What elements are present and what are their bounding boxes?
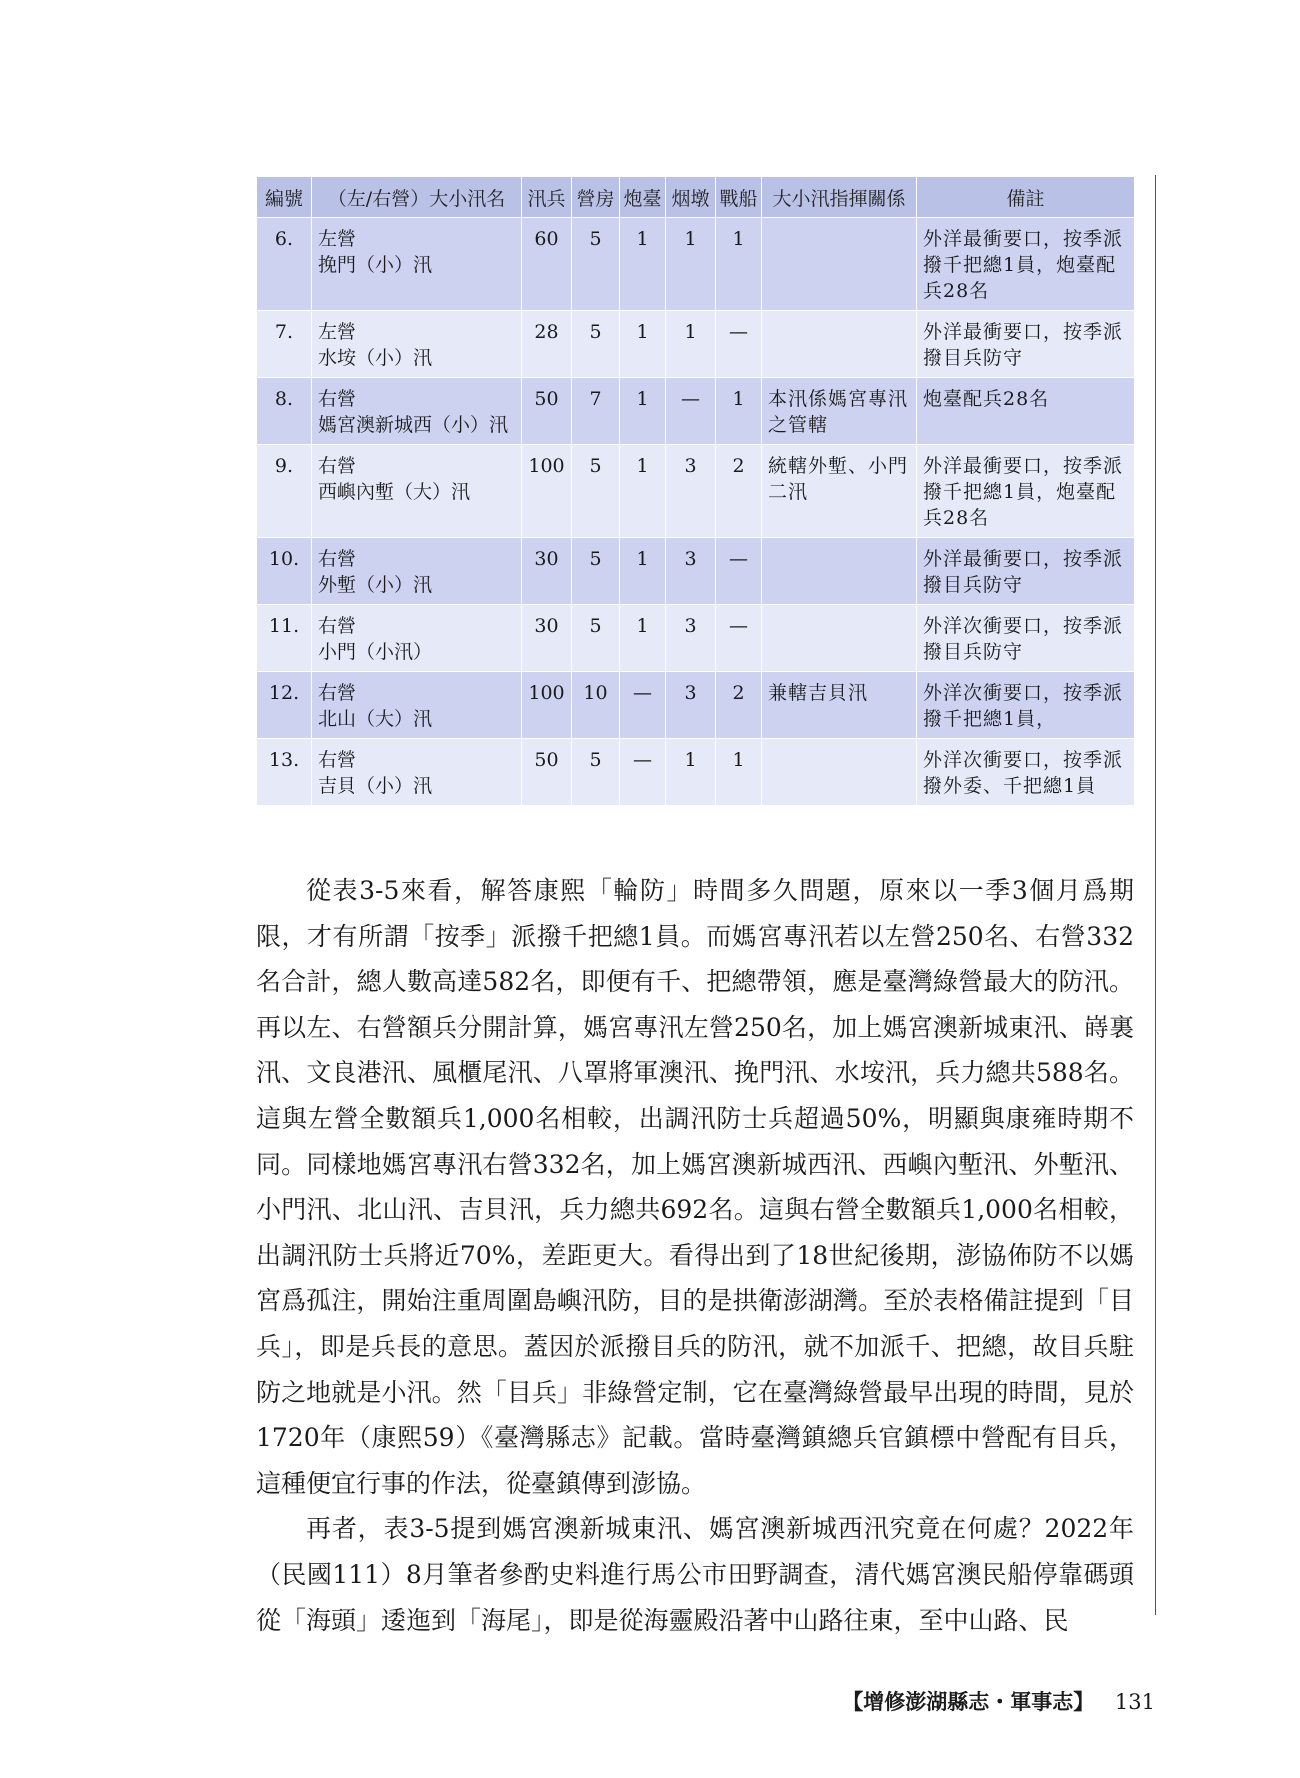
beacons-cell: 3 [666,672,716,739]
garrison-name-cell [312,672,522,739]
camp-label: 右營 [318,749,357,771]
command-cell [762,605,917,672]
column-header: 編號 [257,177,312,218]
note-cell: 外洋次衝要口，按季派撥千把總1員， [917,672,1135,739]
garrison-name-cell [312,311,522,378]
table-header [257,177,1135,218]
row-number: 10. [257,538,312,605]
table-row [257,739,1135,806]
book-title: 【增修澎湖縣志・軍事志】 [842,1689,1095,1714]
forts-cell: 1 [620,378,666,445]
note-cell: 炮臺配兵28名 [917,378,1135,445]
column-header: 戰船 [716,177,762,218]
row-number: 7. [257,311,312,378]
command-cell [762,218,917,311]
table-row [257,311,1135,378]
forts-cell: 1 [620,605,666,672]
body-text [256,868,1134,1643]
ships-cell: 2 [716,672,762,739]
page-number: 131 [1114,1690,1155,1714]
barracks-cell: 10 [572,672,620,739]
garrison-name-cell [312,218,522,311]
column-header: 汛兵 [522,177,572,218]
paragraph: 從表3-5來看，解答康熙「輪防」時間多久問題，原來以一季3個月爲期限，才有所謂「按季」派撥千把總1員。而媽宮專汛若以左營250名、右營332名合計，總人數高達582名，即便有千、把總帶領，應是臺灣綠營最大的防汛。再以左、右營額兵分開計算，媽宮專汛左營250名，加上媽宮澳新城東汛、嵵裏汛、文良港汛、風櫃尾汛、八罩將軍澳汛、挽門汛、水垵汛，兵力總共588名。這與左營全數額兵1,000名相較，出調汛防士兵超過50%，明顯與康雍時期不同。同樣地媽宮專汛右營332名，加上媽宮澳新城西汛、西嶼內塹汛、外塹汛、小門汛、北山汛、吉貝汛，兵力總共692名。這與右營全數額兵1,000名相較，出調汛防士兵將近70%，差距更大。看得出到了18世紀後期，澎協佈防不以媽宮爲孤注，開始注重周圍島嶼汛防，目的是拱衛澎湖灣。至於表格備註提到「目兵」，即是兵長的意思。蓋因於派撥目兵的防汛，就不加派千、把總，故目兵駐防之地就是小汛。然「目兵」非綠營定制，它在臺灣綠營最早出現的時間，見於1720年（康熙59）《臺灣縣志》記載。當時臺灣鎮總兵官鎮標中營配有目兵，這種便宜行事的作法，從臺鎮傳到澎協。 [256,876,1134,1498]
garrison-name: 西嶼內塹（大）汛 [318,481,471,503]
note-cell: 外洋最衝要口，按季派撥目兵防守 [917,311,1135,378]
row-number: 9. [257,445,312,538]
page-footer [842,1686,1155,1716]
barracks-cell: 5 [572,445,620,538]
beacons-cell: 1 [666,739,716,806]
ships-cell: 1 [716,218,762,311]
barracks-cell: 5 [572,311,620,378]
beacons-cell: 1 [666,218,716,311]
ships-cell: 1 [716,739,762,806]
table-row [257,605,1135,672]
garrison-name: 媽宮澳新城西（小）汛 [318,414,509,436]
soldiers-cell: 60 [522,218,572,311]
garrison-name: 吉貝（小）汛 [318,775,433,797]
command-cell: 兼轄吉貝汛 [762,672,917,739]
table-row [257,445,1135,538]
beacons-cell: 3 [666,445,716,538]
column-header: 營房 [572,177,620,218]
column-header: （左/右營）大小汛名 [312,177,522,218]
beacons-cell: 3 [666,538,716,605]
camp-label: 左營 [318,321,357,343]
column-header: 炮臺 [620,177,666,218]
forts-cell: — [620,739,666,806]
barracks-cell: 5 [572,739,620,806]
ships-cell: 2 [716,445,762,538]
soldiers-cell: 100 [522,672,572,739]
beacons-cell: 1 [666,311,716,378]
command-cell [762,739,917,806]
forts-cell: 1 [620,218,666,311]
camp-label: 右營 [318,548,357,570]
table-row [257,672,1135,739]
garrison-name: 外塹（小）汛 [318,574,433,596]
camp-label: 右營 [318,455,357,477]
ships-cell: 1 [716,378,762,445]
soldiers-cell: 28 [522,311,572,378]
garrison-name-cell [312,739,522,806]
note-cell: 外洋次衝要口，按季派撥目兵防守 [917,605,1135,672]
soldiers-cell: 30 [522,605,572,672]
barracks-cell: 5 [572,218,620,311]
forts-cell: — [620,672,666,739]
command-cell [762,311,917,378]
row-number: 12. [257,672,312,739]
note-cell: 外洋最衝要口，按季派撥千把總1員，炮臺配兵28名 [917,218,1135,311]
row-number: 11. [257,605,312,672]
margin-rule [1155,175,1156,1615]
barracks-cell: 5 [572,538,620,605]
soldiers-cell: 50 [522,378,572,445]
row-number: 13. [257,739,312,806]
note-cell: 外洋次衝要口，按季派撥外委、千把總1員 [917,739,1135,806]
barracks-cell: 7 [572,378,620,445]
paragraph: 再者，表3-5提到媽宮澳新城東汛、媽宮澳新城西汛究竟在何處？2022年（民國111）8月筆者參酌史料進行馬公市田野調查，清代媽宮澳民船停靠碼頭從「海頭」逶迤到「海尾」，即是從海靈殿沿著中山路往東，至中山路、民 [256,1514,1134,1635]
garrison-name-cell [312,538,522,605]
forts-cell: 1 [620,311,666,378]
garrison-name-cell [312,445,522,538]
command-cell: 本汛係媽宮專汛之管轄 [762,378,917,445]
camp-label: 右營 [318,682,357,704]
beacons-cell: — [666,378,716,445]
garrison-name: 挽門（小）汛 [318,254,433,276]
soldiers-cell: 30 [522,538,572,605]
forts-cell: 1 [620,538,666,605]
forts-cell: 1 [620,445,666,538]
note-cell: 外洋最衝要口，按季派撥目兵防守 [917,538,1135,605]
garrison-name-cell [312,378,522,445]
table-row [257,538,1135,605]
column-header: 備註 [917,177,1135,218]
camp-label: 左營 [318,228,357,250]
garrison-name: 北山（大）汛 [318,708,433,730]
command-cell [762,538,917,605]
row-number: 6. [257,218,312,311]
table-row [257,218,1135,311]
soldiers-cell: 50 [522,739,572,806]
soldiers-cell: 100 [522,445,572,538]
column-header: 大小汛指揮關係 [762,177,917,218]
garrison-name-cell [312,605,522,672]
garrison-table [256,176,1135,806]
camp-label: 右營 [318,615,357,637]
ships-cell: — [716,538,762,605]
table-body [257,218,1135,806]
garrison-name: 水垵（小）汛 [318,347,433,369]
row-number: 8. [257,378,312,445]
command-cell: 統轄外塹、小門二汛 [762,445,917,538]
garrison-name: 小門（小汛） [318,641,433,663]
ships-cell: — [716,311,762,378]
beacons-cell: 3 [666,605,716,672]
table-row [257,378,1135,445]
ships-cell: — [716,605,762,672]
column-header: 烟墩 [666,177,716,218]
camp-label: 右營 [318,388,357,410]
note-cell: 外洋最衝要口，按季派撥千把總1員，炮臺配兵28名 [917,445,1135,538]
barracks-cell: 5 [572,605,620,672]
